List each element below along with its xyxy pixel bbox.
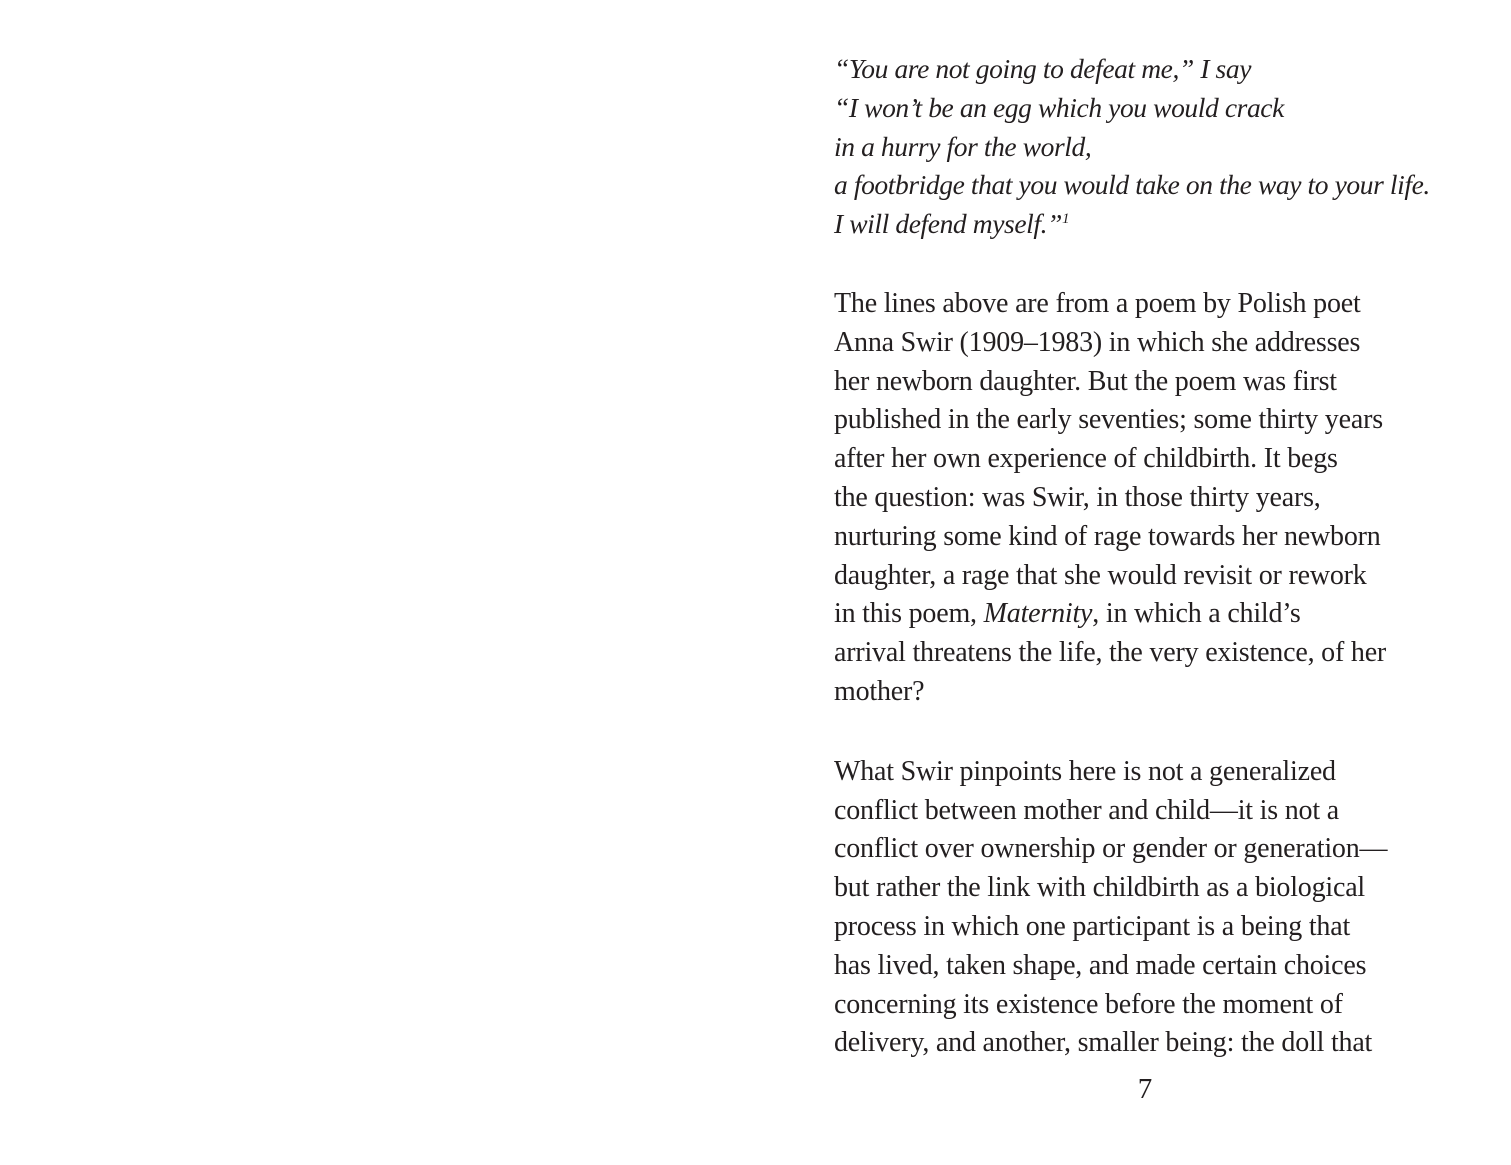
paragraph-line: mother? <box>834 675 925 707</box>
text-column <box>834 50 1482 1104</box>
poem-line: “You are not going to defeat me,” I say <box>834 53 1252 84</box>
paragraph-line: conflict over ownership or gender or generation— <box>834 833 1388 865</box>
paragraph-line: conflict between mother and child—it is not a <box>834 794 1339 826</box>
poem-line: “I won’t be an egg which you would crack <box>834 91 1284 123</box>
paragraph-line: Anna Swir (1909–1983) in which she addresses <box>834 326 1361 358</box>
paragraph-line: in this poem, Maternity, in which a child’s <box>834 598 1301 630</box>
paragraph-line: concerning its existence before the moment of <box>834 988 1343 1020</box>
paragraph-line: nurturing some kind of rage towards her newborn <box>834 520 1381 552</box>
paragraph-line: her newborn daughter. But the poem was first <box>834 365 1337 397</box>
paragraph-line: has lived, taken shape, and made certain choices <box>834 949 1367 981</box>
paragraph-line: delivery, and another, smaller being: the doll that <box>834 1027 1373 1059</box>
paragraph-line: after her own experience of childbirth. It begs <box>834 443 1338 475</box>
poem-excerpt <box>834 50 1482 244</box>
page-number: 7 <box>1137 1073 1153 1105</box>
poem-line: I will defend myself.”$^1$ <box>834 208 1070 240</box>
paragraph-line: but rather the link with childbirth as a biological <box>834 872 1366 904</box>
footnote-marker: 1 <box>1061 211 1070 228</box>
paragraph-line: process in which one participant is a being that <box>834 910 1351 942</box>
paragraph-line: the question: was Swir, in those thirty years, <box>834 481 1321 513</box>
paragraph-line: What Swir pinpoints here is not a generalized <box>834 755 1336 787</box>
paragraph-line: published in the early seventies; some thirty years <box>834 404 1383 436</box>
paragraph-line: arrival threatens the life, the very existence, of her <box>834 637 1387 669</box>
poem-line: in a hurry for the world, <box>834 130 1092 162</box>
paragraph-line: daughter, a rage that she would revisit or rework <box>834 559 1367 591</box>
poem-line: a footbridge that you would take on the way to your life. <box>834 169 1430 201</box>
paragraph-line: The lines above are from a poem by Polish poet <box>834 287 1361 319</box>
body-paragraph-2 <box>834 753 1482 1063</box>
body-paragraph-1 <box>834 285 1482 712</box>
